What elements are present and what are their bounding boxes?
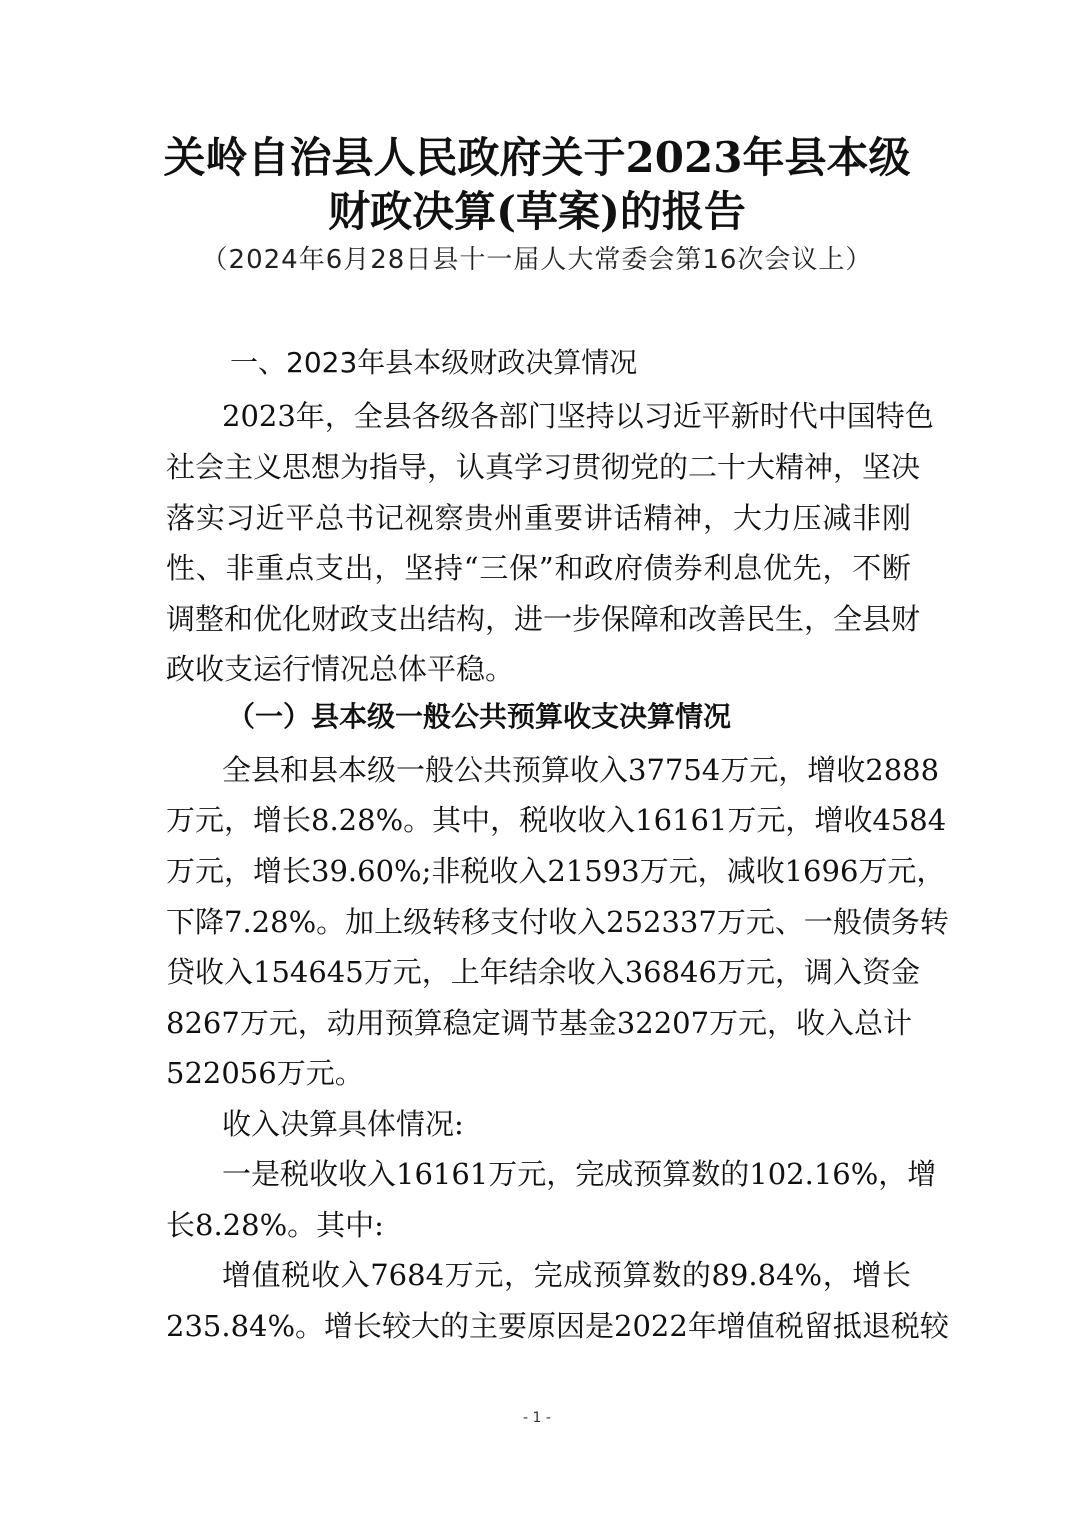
report-subtitle: （2024年6月28日县十一届人大常委会第16次会议上） <box>201 245 873 275</box>
section-heading: 一、2023年县本级财政决算情况 <box>230 346 638 379</box>
paragraph-line: 政收支运行情况总体平稳。 <box>166 652 515 686</box>
paragraph-line: 一是税收收入16161万元，完成预算数的102.16%，增 <box>222 1157 937 1191</box>
paragraph-line: 调整和优化财政支出结构，进一步保障和改善民生，全县财 <box>166 602 921 636</box>
paragraph-line: 全县和县本级一般公共预算收入37754万元，增收2888 <box>222 753 940 787</box>
report-title-line1: 关岭自治县人民政府关于2023年县本级 <box>163 133 911 182</box>
paragraph-line: 522056万元。 <box>166 1056 364 1090</box>
paragraph-line: 性、非重点支出，坚持“三保”和政府债券利息优先，不断 <box>166 551 911 585</box>
subsection-heading: （一）县本级一般公共预算收支决算情况 <box>227 700 732 733</box>
paragraph-line: 下降7.28%。加上级转移支付收入252337万元、一般债务转 <box>166 905 949 939</box>
page-number: - 1 - <box>523 1410 551 1426</box>
report-title-line2: 财政决算(草案)的报告 <box>328 187 746 236</box>
paragraph-line: 235.84%。增长较大的主要原因是2022年增值税留抵退税较 <box>166 1309 949 1343</box>
paragraph-line: 社会主义思想为指导，认真学习贯彻党的二十大精神，坚决 <box>166 450 921 484</box>
paragraph-line: 增值税收入7684万元，完成预算数的89.84%，增长 <box>222 1258 911 1292</box>
paragraph-line: 8267万元，动用预算稳定调节基金32207万元，收入总计 <box>166 1006 913 1040</box>
paragraph-line: 落实习近平总书记视察贵州重要讲话精神，大力压减非刚 <box>166 501 911 535</box>
paragraph-line: 收入决算具体情况: <box>222 1107 464 1141</box>
paragraph-line: 长8.28%。其中: <box>166 1208 384 1242</box>
paragraph-line: 2023年，全县各级各部门坚持以习近平新时代中国特色 <box>222 399 934 433</box>
paragraph-line: 万元，增长39.60%;非税收入21593万元，减收1696万元， <box>166 854 946 888</box>
paragraph-line: 贷收入154645万元，上年结余收入36846万元，调入资金 <box>166 955 920 989</box>
paragraph-line: 万元，增长8.28%。其中，税收收入16161万元，增收4584 <box>166 803 947 837</box>
